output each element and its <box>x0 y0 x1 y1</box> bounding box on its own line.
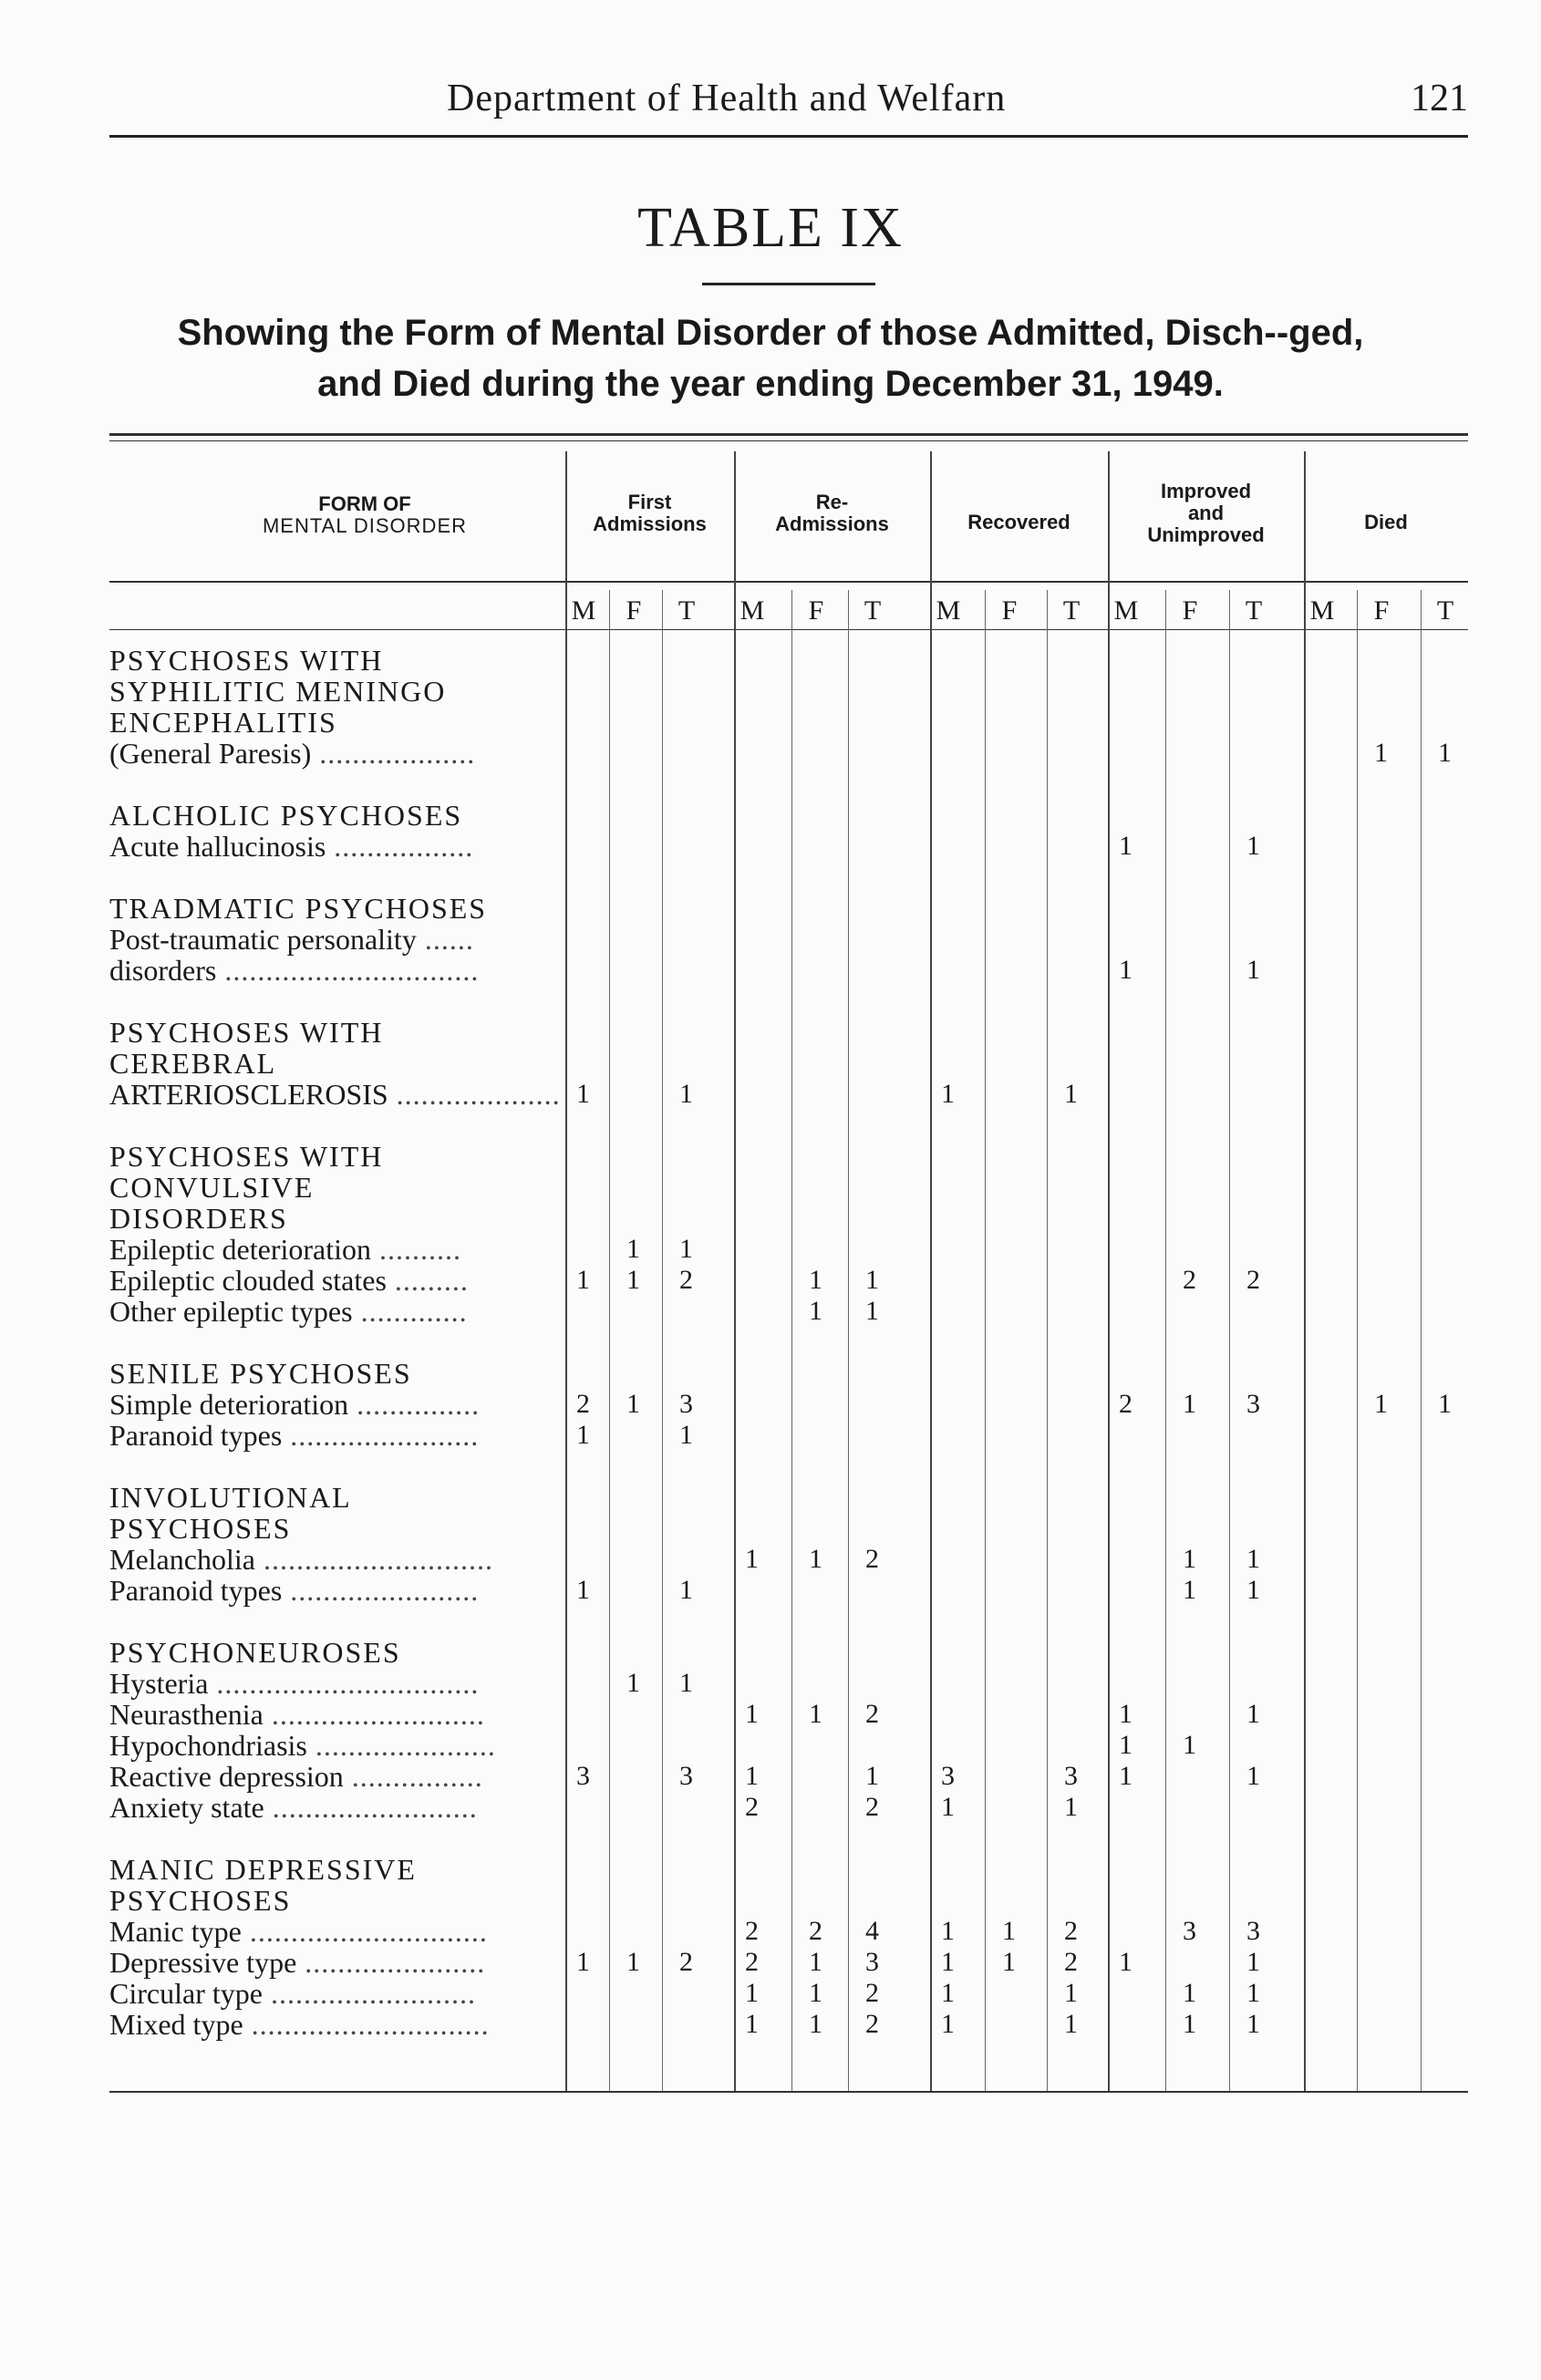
column-group-header <box>930 512 1108 533</box>
row-label-text: Circular type <box>109 1977 263 2010</box>
dot-leader: ....................... <box>282 1574 480 1607</box>
subcolumn-divider <box>1229 590 1230 2091</box>
table-cell: 3 <box>865 1947 879 1977</box>
table-cell: 1 <box>1183 1544 1196 1574</box>
subcolumn-header: F <box>1373 595 1390 626</box>
subcolumn-header: F <box>1182 595 1198 626</box>
table-cell: 1 <box>576 1575 590 1605</box>
table-cell: 1 <box>1064 1079 1078 1109</box>
table-cell: 1 <box>1183 1978 1196 2008</box>
dot-leader: ......................... <box>264 1791 478 1824</box>
category-heading: DISORDERS <box>109 1202 288 1235</box>
table-cell: 2 <box>865 1978 879 2008</box>
row-label-text: Acute hallucinosis <box>109 830 326 863</box>
subcolumn-header: T <box>1062 595 1081 626</box>
table-cell: 3 <box>679 1389 693 1419</box>
column-group-header-line: Re- <box>815 491 849 513</box>
row-label-text: Manic type <box>109 1915 242 1948</box>
table-cell: 1 <box>1438 738 1452 768</box>
table-cell: 1 <box>626 1389 640 1419</box>
row-label <box>109 1389 480 1420</box>
dot-leader: ................. <box>326 830 474 863</box>
table-cell: 1 <box>1246 1699 1260 1729</box>
table-cell: 2 <box>1183 1265 1196 1295</box>
row-label-text: Anxiety state <box>109 1791 264 1824</box>
subcolumn-header: M <box>1113 595 1139 626</box>
column-group-header-line: First <box>627 491 672 513</box>
row-label <box>109 1668 479 1699</box>
table-cell: 3 <box>1064 1761 1078 1791</box>
table-cell: 1 <box>679 1079 693 1109</box>
page-header <box>109 71 1468 138</box>
table-cell: 2 <box>809 1916 822 1946</box>
dot-leader: .......... <box>371 1233 461 1266</box>
category-heading: PSYCHOSES WITH <box>109 644 384 677</box>
subcolumn-header: M <box>936 595 961 626</box>
table-cell: 2 <box>576 1389 590 1419</box>
statistics-table <box>109 433 1468 2102</box>
row-label <box>109 1792 478 1823</box>
table-cell: 1 <box>745 2009 759 2039</box>
header-rule <box>109 581 1468 583</box>
form-header-line2: MENTAL DISORDER <box>262 514 468 537</box>
table-cell: 1 <box>809 1947 822 1977</box>
table-top-rule-thin <box>109 440 1468 441</box>
dot-leader: ............................ <box>254 1543 493 1576</box>
table-cell: 1 <box>1246 1575 1260 1605</box>
table-cell: 2 <box>1119 1389 1132 1419</box>
table-cell: 1 <box>809 1265 822 1295</box>
row-label-text: Hypochondriasis <box>109 1729 307 1762</box>
column-group-header-line: Admissions <box>593 512 707 535</box>
table-cell: 1 <box>1183 1389 1196 1419</box>
table-subtitle-line1: Showing the Form of Mental Disorder of those Admitted, Disch--ged, <box>177 313 1364 353</box>
row-label <box>109 1575 479 1606</box>
table-cell: 1 <box>941 1916 955 1946</box>
table-bottom-rule <box>109 2091 1468 2093</box>
subheader-rule <box>109 629 1468 630</box>
subcolumn-divider <box>662 590 663 2091</box>
row-label-text: Melancholia <box>109 1543 255 1576</box>
table-cell: 1 <box>745 1978 759 2008</box>
form-header-line1: FORM OF <box>318 492 411 515</box>
table-top-rule <box>109 433 1468 436</box>
table-cell: 1 <box>1246 831 1260 861</box>
group-divider <box>930 451 932 2091</box>
row-label-text: Reactive depression <box>109 1760 344 1793</box>
table-cell: 2 <box>745 1947 759 1977</box>
row-label <box>109 1296 468 1327</box>
column-group-header <box>1304 512 1468 533</box>
form-of-mental-disorder-header <box>146 493 584 537</box>
group-divider <box>1108 451 1110 2091</box>
category-heading: CEREBRAL <box>109 1047 277 1080</box>
subcolumn-header: T <box>1245 595 1263 626</box>
row-label <box>109 1761 483 1792</box>
table-cell: 1 <box>1246 955 1260 985</box>
dot-leader: ......... <box>386 1264 469 1297</box>
table-cell: 1 <box>1064 2009 1078 2039</box>
table-cell: 1 <box>1064 1792 1078 1822</box>
subcolumn-divider <box>791 590 792 2091</box>
table-cell: 1 <box>1246 2009 1260 2039</box>
dot-leader: .......................... <box>263 1698 485 1731</box>
table-cell: 1 <box>1119 1761 1132 1791</box>
table-cell: 1 <box>1374 1389 1388 1419</box>
table-cell: 1 <box>1119 1699 1132 1729</box>
row-label <box>109 1916 488 1947</box>
category-heading: TRADMATIC PSYCHOSES <box>109 892 488 925</box>
dot-leader: ....................... <box>282 1419 480 1452</box>
table-cell: 2 <box>865 1544 879 1574</box>
column-group-header-line: Died <box>1364 511 1408 533</box>
table-cell: 3 <box>576 1761 590 1791</box>
category-heading: SYPHILITIC MENINGO <box>109 675 447 708</box>
category-heading: ALCHOLIC PSYCHOSES <box>109 799 463 832</box>
dot-leader: ............... <box>348 1388 481 1421</box>
table-cell: 1 <box>576 1079 590 1109</box>
table-cell: 1 <box>1374 738 1388 768</box>
table-cell: 2 <box>865 1699 879 1729</box>
table-cell: 1 <box>1119 1947 1132 1977</box>
dot-leader: ................................ <box>208 1667 480 1700</box>
row-label-text: Depressive type <box>109 1946 297 1979</box>
table-cell: 1 <box>941 1947 955 1977</box>
table-cell: 2 <box>865 2009 879 2039</box>
dot-leader: ...................... <box>306 1729 496 1762</box>
row-label <box>109 1947 485 1978</box>
table-cell: 1 <box>1119 955 1132 985</box>
row-label-text: Epileptic clouded states <box>109 1264 387 1297</box>
subcolumn-header: M <box>571 595 596 626</box>
dot-leader: ...................... <box>296 1946 486 1979</box>
table-cell: 1 <box>809 2009 822 2039</box>
category-heading: PSYCHOSES <box>109 1512 292 1545</box>
subcolumn-header: F <box>626 595 642 626</box>
table-cell: 1 <box>1438 1389 1452 1419</box>
table-cell: 1 <box>865 1296 879 1326</box>
table-cell: 1 <box>865 1265 879 1295</box>
category-heading: PSYCHOSES <box>109 1884 292 1917</box>
subcolumn-header: T <box>864 595 882 626</box>
table-title: TABLE IX <box>637 197 904 259</box>
subcolumn-divider <box>848 590 849 2091</box>
table-cell: 1 <box>941 1978 955 2008</box>
table-cell: 1 <box>745 1761 759 1791</box>
table-cell: 1 <box>1183 1730 1196 1760</box>
category-heading: PSYCHOSES WITH <box>109 1016 384 1049</box>
dot-leader: ......................... <box>262 1977 476 2010</box>
row-label-text: Post-traumatic personality <box>109 923 417 956</box>
table-cell: 1 <box>576 1420 590 1450</box>
category-heading: INVOLUTIONAL <box>109 1481 352 1514</box>
table-cell: 1 <box>941 1079 955 1109</box>
table-cell: 1 <box>626 1947 640 1977</box>
column-group-header <box>1108 481 1304 546</box>
dot-leader: .................... <box>388 1078 561 1111</box>
row-label-text: Mixed type <box>109 2008 243 2041</box>
table-cell: 2 <box>745 1792 759 1822</box>
row-label <box>109 738 475 769</box>
row-label-text: Hysteria <box>109 1667 209 1700</box>
table-cell: 1 <box>809 1978 822 2008</box>
title-rule <box>702 283 875 285</box>
column-group-header <box>565 492 734 535</box>
row-label-text: Paranoid types <box>109 1419 283 1452</box>
table-subtitle-line2: and Died during the year ending December 31, 1949. <box>317 364 1224 404</box>
column-group-header-line: Recovered <box>967 511 1070 533</box>
dot-leader: ............................... <box>216 954 480 987</box>
table-cell: 1 <box>1119 1730 1132 1760</box>
column-group-header-line: Admissions <box>775 512 889 535</box>
table-cell: 1 <box>679 1575 693 1605</box>
table-cell: 2 <box>1246 1265 1260 1295</box>
subcolumn-divider <box>1357 590 1358 2091</box>
table-cell: 2 <box>865 1792 879 1822</box>
row-label-text: Epileptic deterioration <box>109 1233 371 1266</box>
table-cell: 1 <box>626 1668 640 1698</box>
row-label-text: ARTERIOSCLEROSIS <box>109 1078 388 1111</box>
running-head: Department of Health and Welfarn <box>447 78 1007 119</box>
table-cell: 1 <box>941 1792 955 1822</box>
table-cell: 3 <box>941 1761 955 1791</box>
subcolumn-header: F <box>808 595 824 626</box>
row-label <box>109 831 473 862</box>
group-divider <box>734 451 736 2091</box>
table-cell: 3 <box>679 1761 693 1791</box>
table-cell: 1 <box>576 1265 590 1295</box>
dot-leader: ............................. <box>243 2008 490 2041</box>
row-label-text: Neurasthenia <box>109 1698 264 1731</box>
table-cell: 1 <box>1064 1978 1078 2008</box>
subcolumn-header: F <box>1001 595 1018 626</box>
subcolumn-header: M <box>1309 595 1335 626</box>
subcolumn-header: M <box>739 595 765 626</box>
table-cell: 1 <box>679 1420 693 1450</box>
table-cell: 1 <box>809 1296 822 1326</box>
row-label <box>109 1699 485 1730</box>
table-cell: 1 <box>809 1544 822 1574</box>
table-cell: 1 <box>679 1668 693 1698</box>
table-cell: 1 <box>1002 1916 1016 1946</box>
table-cell: 2 <box>679 1947 693 1977</box>
column-group-header <box>734 492 930 535</box>
category-heading: SENILE PSYCHOSES <box>109 1357 412 1390</box>
table-cell: 1 <box>576 1947 590 1977</box>
row-label <box>109 955 479 986</box>
subcolumn-divider <box>1047 590 1048 2091</box>
table-cell: 1 <box>1246 1947 1260 1977</box>
row-label <box>109 1544 493 1575</box>
category-heading: CONVULSIVE <box>109 1171 315 1204</box>
row-label-text: Simple deterioration <box>109 1388 349 1421</box>
dot-leader: ............. <box>352 1295 468 1328</box>
dot-leader: ...... <box>416 923 474 956</box>
dot-leader: ............................. <box>241 1915 488 1948</box>
table-cell: 1 <box>1002 1947 1016 1977</box>
subcolumn-divider <box>985 590 986 2091</box>
table-cell: 2 <box>1064 1947 1078 1977</box>
row-label <box>109 1420 479 1451</box>
table-cell: 1 <box>1246 1978 1260 2008</box>
table-cell: 2 <box>679 1265 693 1295</box>
table-cell: 1 <box>1183 1575 1196 1605</box>
table-cell: 1 <box>941 2009 955 2039</box>
row-label <box>109 1234 461 1265</box>
row-label <box>109 924 474 955</box>
dot-leader: ................ <box>343 1760 483 1793</box>
page-number: 121 <box>1411 78 1468 119</box>
subcolumn-divider <box>1165 590 1166 2091</box>
table-cell: 4 <box>865 1916 879 1946</box>
table-cell: 2 <box>745 1916 759 1946</box>
table-cell: 2 <box>1064 1916 1078 1946</box>
subcolumn-header: T <box>677 595 696 626</box>
subcolumn-divider <box>609 590 610 2091</box>
table-cell: 1 <box>1183 2009 1196 2039</box>
row-label <box>109 2009 490 2040</box>
table-cell: 1 <box>865 1761 879 1791</box>
table-cell: 1 <box>745 1699 759 1729</box>
category-heading: MANIC DEPRESSIVE <box>109 1853 417 1886</box>
subcolumn-divider <box>1421 590 1422 2091</box>
category-heading: ENCEPHALITIS <box>109 706 337 739</box>
table-cell: 1 <box>809 1699 822 1729</box>
row-label <box>109 1265 469 1296</box>
table-cell: 1 <box>1119 831 1132 861</box>
row-label-text: Paranoid types <box>109 1574 283 1607</box>
group-divider <box>1304 451 1306 2091</box>
table-cell: 1 <box>679 1234 693 1264</box>
table-cell: 1 <box>626 1234 640 1264</box>
table-cell: 1 <box>1246 1544 1260 1574</box>
table-cell: 3 <box>1246 1916 1260 1946</box>
table-cell: 1 <box>745 1544 759 1574</box>
table-cell: 3 <box>1246 1389 1260 1419</box>
dot-leader: ................... <box>311 737 476 770</box>
column-group-header-line: and <box>1187 502 1225 524</box>
table-cell: 1 <box>1246 1761 1260 1791</box>
row-label <box>109 1730 496 1761</box>
column-group-header-line: Improved <box>1160 480 1252 502</box>
row-label <box>109 1978 476 2009</box>
subcolumn-header: T <box>1436 595 1454 626</box>
row-label-text: (General Paresis) <box>109 737 312 770</box>
table-cell: 3 <box>1183 1916 1196 1946</box>
category-heading: PSYCHONEUROSES <box>109 1636 401 1669</box>
column-group-header-line: Unimproved <box>1147 523 1265 546</box>
category-heading: PSYCHOSES WITH <box>109 1140 384 1173</box>
row-label <box>109 1079 561 1110</box>
table-cell: 1 <box>626 1265 640 1295</box>
row-label-text: disorders <box>109 954 217 987</box>
row-label-text: Other epileptic types <box>109 1295 353 1328</box>
